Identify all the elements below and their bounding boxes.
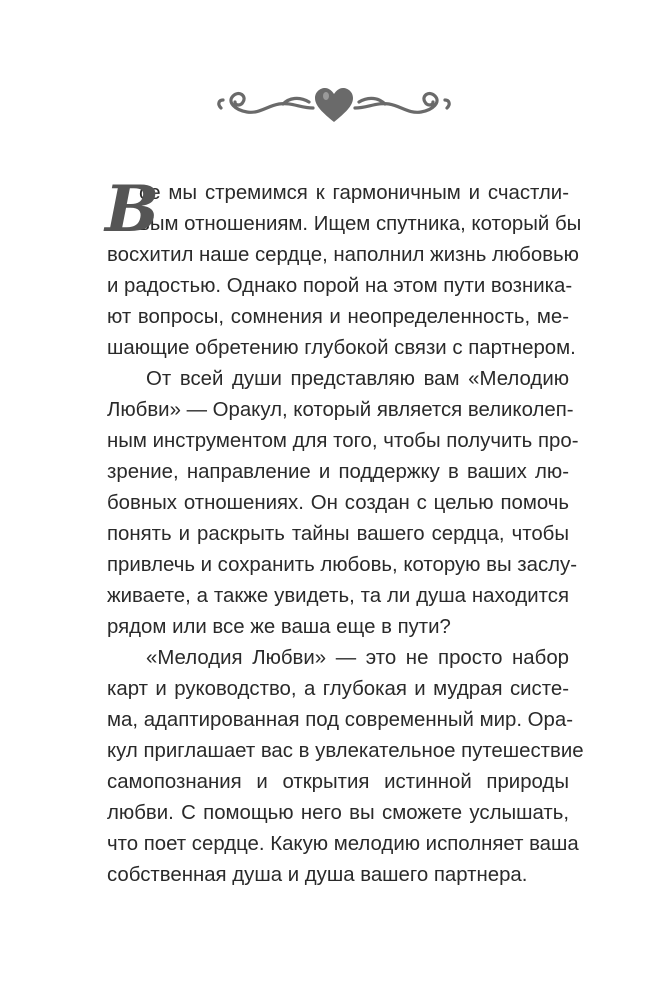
drop-cap: В: [105, 172, 160, 247]
text-line: Любви» — Оракул, который является великолеп-: [107, 399, 574, 421]
text-line: ют вопросы, сомнения и неопределенность, ме-: [107, 306, 569, 328]
text-line: рядом или все же ваша еще в пути?: [107, 616, 451, 638]
text-line: ным инструментом для того, чтобы получить про-: [107, 430, 579, 452]
text-line: зрение, направление и поддержку в ваших лю-: [107, 461, 569, 483]
text-line: собственная душа и душа вашего партнера.: [107, 864, 528, 886]
text-line: и радостью. Однако порой на этом пути возника-: [107, 275, 573, 297]
text-line: се мы стремимся к гармоничным и счастли-: [139, 182, 569, 204]
text-line: самопознания и открытия истинной природы: [107, 771, 569, 793]
text-line: привлечь и сохранить любовь, которую вы заслу-: [107, 554, 578, 576]
text-line: ма, адаптированная под современный мир. Ора-: [107, 709, 574, 731]
main-text: [105, 172, 584, 891]
text-line: понять и раскрыть тайны вашего сердца, чтобы: [107, 523, 569, 545]
text-line: любви. С помощью него вы сможете услышать,: [107, 802, 569, 824]
text-line: «Мелодия Любви» — это не просто набор: [146, 647, 569, 669]
text-line: вым отношениям. Ищем спутника, который бы: [139, 213, 582, 235]
text-line: кул приглашает вас в увлекательное путешествие: [107, 740, 584, 762]
heart-flourish-icon: [213, 82, 455, 132]
text-line: что поет сердце. Какую мелодию исполняет ваша: [107, 833, 579, 855]
text-line: От всей души представляю вам «Мелодию: [146, 368, 569, 390]
text-line: шающие обретению глубокой связи с партнером.: [107, 337, 576, 359]
text-line: бовных отношениях. Он создан с целью помочь: [107, 492, 569, 514]
text-line: живаете, а также увидеть, та ли душа находится: [107, 585, 569, 607]
text-line: карт и руководство, а глубокая и мудрая систе-: [107, 678, 569, 700]
text-line: восхитил наше сердце, наполнил жизнь любовью: [107, 244, 579, 266]
